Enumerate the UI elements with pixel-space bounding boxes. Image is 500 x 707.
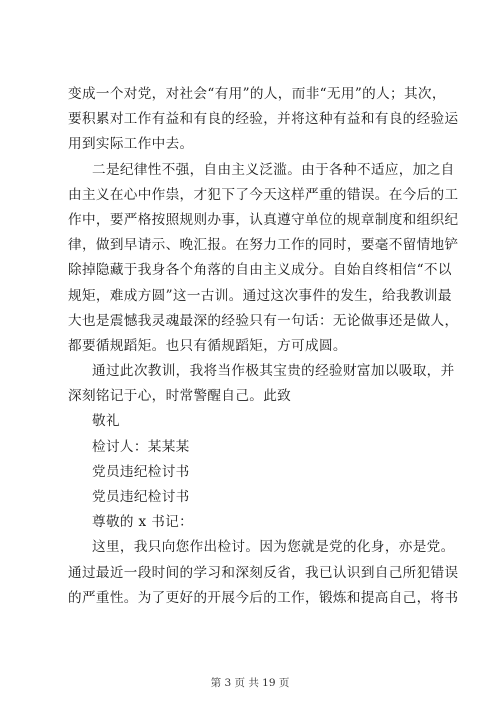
text-line: 的严重性。为了更好的开展今后的工作，锻炼和提高自己，将书 — [68, 589, 459, 606]
text-line: 规矩，难成方圆”这一古训。通过这次事件的发生，给我教训最 — [68, 287, 452, 304]
document-body — [68, 82, 459, 611]
signature-line: 检讨人：某某某 — [92, 438, 190, 455]
text-line: 深刻铭记于心，时常警醒自己。此致 — [68, 388, 292, 405]
addressee-line: 尊敬的 x 书记： — [92, 514, 194, 531]
section-title-line: 党员违纪检讨书 — [92, 489, 190, 505]
salutation-line: 敬礼 — [92, 413, 120, 430]
text-line: 变成一个对党，对社会“有用”的人，而非“无用”的人；其次， — [68, 86, 446, 102]
paragraph-start-line: 这里，我只向您作出检讨。因为您就是党的化身，亦是党。 — [92, 539, 455, 556]
text-line: 要积累对工作有益和有良的经验，并将这种有益和有良的经验运 — [68, 111, 459, 128]
text-line: 由主义在心中作祟，才犯下了今天这样严重的错误。在今后的工 — [68, 186, 459, 203]
paragraph-start-line: 通过此次教训，我将当作极其宝贵的经验财富加以吸取，并 — [92, 363, 455, 380]
text-line: 通过最近一段时间的学习和深刻反省，我已认识到自己所犯错误 — [68, 564, 459, 581]
page-number-footer: 第 3 页 共 19 页 — [210, 677, 290, 689]
text-line: 都要循规蹈矩。也只有循规蹈矩，方可成圆。 — [68, 337, 347, 354]
text-line: 除掉隐藏于我身各个角落的自由主义成分。自始自终相信“不以 — [68, 262, 452, 279]
text-line: 用到实际工作中去。 — [68, 136, 194, 153]
text-line: 作中，要严格按照规则办事，认真遵守单位的规章制度和组织纪 — [68, 211, 459, 228]
paragraph-start-line: 二是纪律性不强，自由主义泛滥。由于各种不适应，加之自 — [92, 161, 455, 178]
section-title-line: 党员违纪检讨书 — [92, 463, 190, 480]
text-line: 律，做到早请示、晚汇报。在努力工作的同时，要毫不留情地铲 — [68, 237, 459, 254]
text-line: 大也是震憾我灵魂最深的经验只有一句话：无论做事还是做人， — [68, 312, 459, 329]
